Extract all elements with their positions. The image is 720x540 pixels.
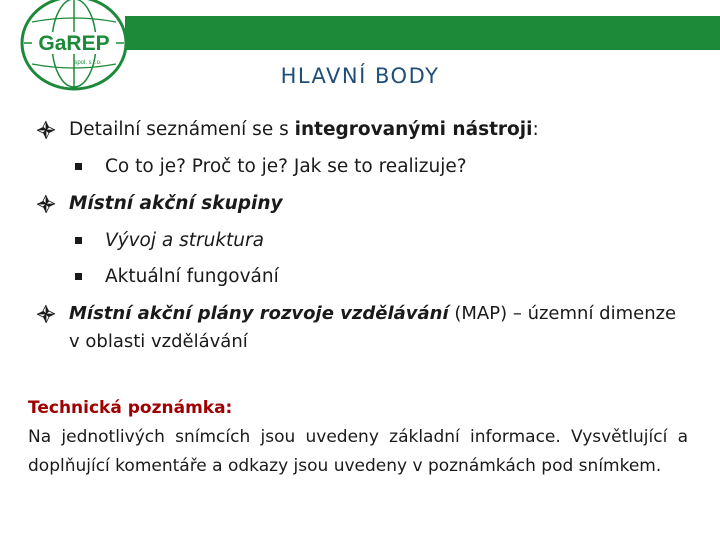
bullet-1-prefix: Detailní seznámení se s [69, 119, 295, 140]
technical-note [28, 394, 688, 481]
bullet-3-bold: Místní akční plány rozvoje vzdělávání [69, 303, 449, 324]
square-bullet-icon [75, 237, 82, 244]
sub-bullet-current-operation: Aktuální fungování [105, 266, 279, 287]
square-bullet-icon [75, 163, 82, 170]
square-bullet-icon [75, 273, 82, 280]
bullet-map [69, 301, 676, 327]
header-bar [125, 16, 720, 50]
bullet-integrated-tools [69, 117, 539, 143]
diamond-bullet-icon [36, 194, 56, 214]
bullet-map-line2: v oblasti vzdělávání [69, 331, 248, 352]
bullet-1-bold: integrovanými nástroji [294, 119, 533, 140]
technical-note-heading: Technická poznámka: [28, 398, 233, 418]
sub-bullet-what-why-how: Co to je? Proč to je? Jak se to realizuje? [105, 156, 467, 177]
logo-text: GaREP [38, 32, 110, 55]
bullet-3-suffix: (MAP) – územní dimenze [448, 303, 677, 324]
diamond-bullet-icon [36, 304, 56, 324]
diamond-bullet-icon [36, 120, 56, 140]
logo-subtext: spol. s r.o. [74, 60, 102, 66]
bullet-1-suffix: : [532, 119, 539, 140]
sub-bullet-development: Vývoj a struktura [105, 230, 264, 251]
technical-note-body: Na jednotlivých snímcích jsou uvedeny základní informace. Vysvětlující a doplňující komentáře a odkazy jsou uvedeny v poznámkách pod snímkem. [28, 427, 688, 476]
page-title: HLAVNÍ BODY [280, 64, 440, 88]
bullet-local-action-groups: Místní akční skupiny [69, 193, 283, 214]
